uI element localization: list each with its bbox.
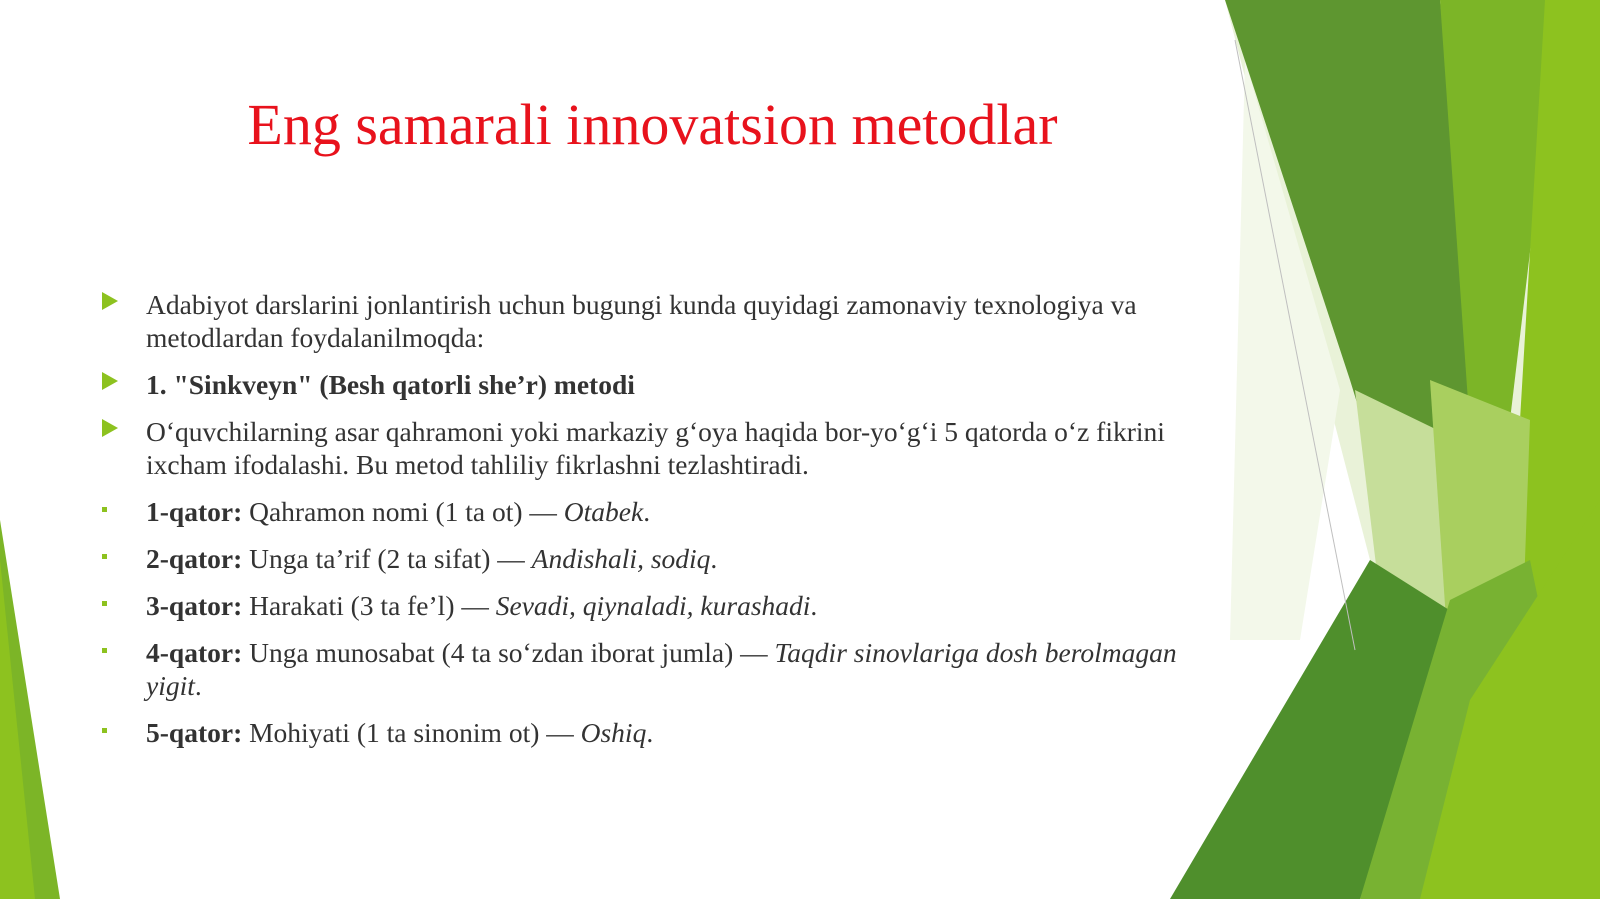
green-triangle-bullet-icon [102, 372, 118, 390]
line-item-2 [100, 542, 1210, 575]
line-label: 4-qator: [146, 637, 243, 668]
line-item-5 [100, 716, 1210, 749]
line-label: 1-qator: [146, 496, 243, 527]
line-example: Oshiq [580, 717, 647, 748]
method-heading: 1. "Sinkveyn" (Besh qatorli she’r) metodi [146, 369, 635, 400]
line-label: 5-qator: [146, 717, 243, 748]
green-triangle-bullet-icon [102, 292, 118, 310]
slide-content [100, 288, 1210, 763]
green-square-bullet-icon [102, 601, 107, 606]
green-square-bullet-icon [102, 507, 107, 512]
line-item-1 [100, 495, 1210, 528]
method-description-item [100, 415, 1210, 481]
line-end: . [194, 670, 202, 701]
line-text: Mohiyati (1 ta sinonim ot) — [242, 717, 581, 748]
green-square-bullet-icon [102, 728, 107, 733]
line-text: Unga ta’rif (2 ta sifat) — [242, 543, 532, 574]
intro-text: Adabiyot darslarini jonlantirish uchun bugungi kunda quyidagi zamonaviy texnologiya va metodlardan foydalanilmoqda: [146, 289, 1137, 353]
green-triangle-bullet-icon [102, 419, 118, 437]
line-example: Taqdir sinovlariga dosh berolmagan yigit [146, 637, 1177, 701]
line-text: Qahramon nomi (1 ta ot) — [242, 496, 564, 527]
line-end: . [710, 543, 718, 574]
line-item-4 [100, 636, 1210, 702]
line-end: . [810, 590, 818, 621]
line-text: Unga munosabat (4 ta so‘zdan iborat jumla) — [242, 637, 775, 668]
green-square-bullet-icon [102, 648, 107, 653]
method-description: O‘quvchilarning asar qahramoni yoki markaziy g‘oya haqida bor-yo‘g‘i 5 qatorda o‘z fikrini ixcham ifodalashi. Bu metod tahliliy fikrlashni tezlashtiradi. [146, 416, 1165, 480]
line-text: Harakati (3 ta fe’l) — [242, 590, 496, 621]
method-heading-item [100, 368, 1210, 401]
line-end: . [646, 717, 654, 748]
line-label: 2-qator: [146, 543, 243, 574]
line-item-3 [100, 589, 1210, 622]
intro-item [100, 288, 1210, 354]
line-end: . [643, 496, 651, 527]
line-example: Sevadi, qiynaladi, kurashadi [495, 590, 811, 621]
green-square-bullet-icon [102, 554, 107, 559]
line-example: Otabek [563, 496, 644, 527]
slide-title: Eng samarali innovatsion metodlar [247, 92, 1058, 157]
line-example: Andishali, sodiq [531, 543, 711, 574]
line-label: 3-qator: [146, 590, 243, 621]
